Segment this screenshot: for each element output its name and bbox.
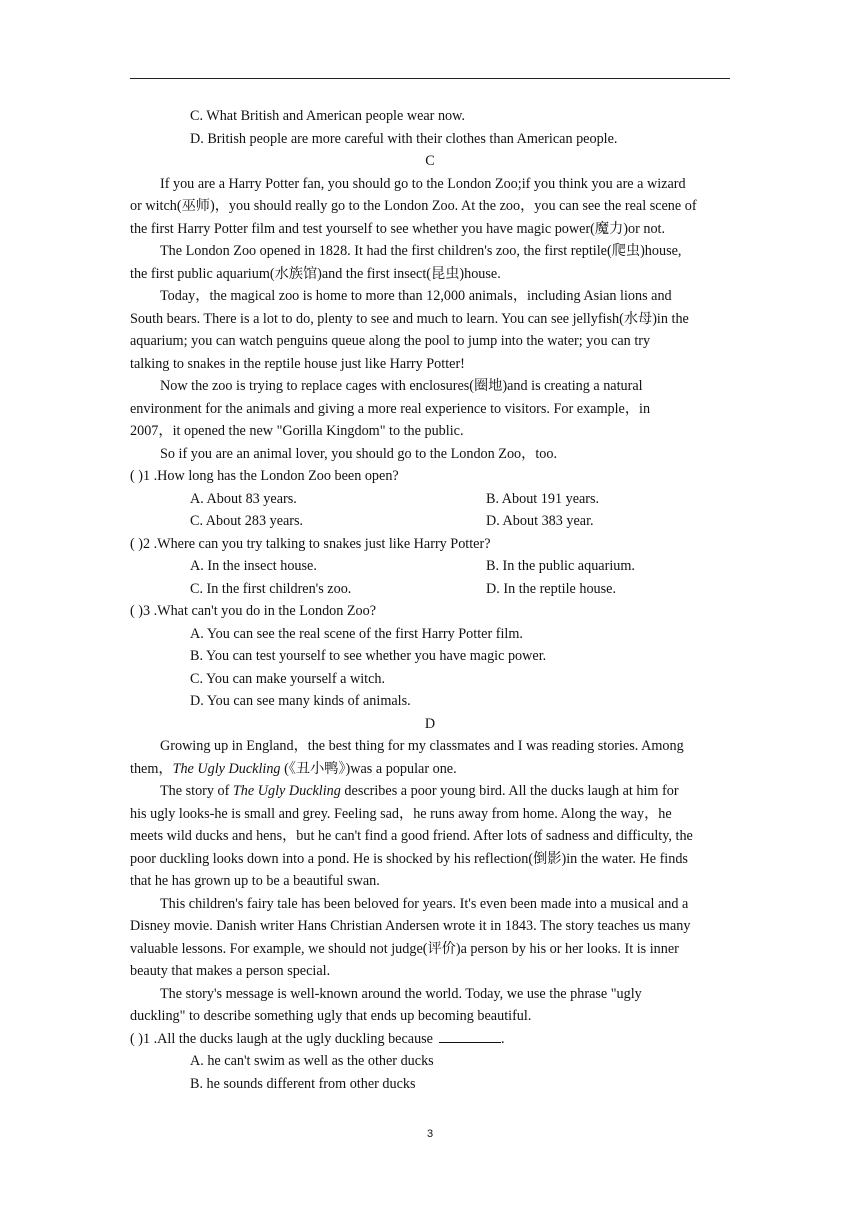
question-stem: ( )3 .What can't you do in the London Zoo? (130, 603, 377, 619)
answer-option: A. You can see the real scene of the first Harry Potter film. (190, 626, 523, 642)
answer-option: C. In the first children's zoo. (190, 581, 352, 597)
passage-line: Growing up in England，the best thing for my classmates and I was reading stories. Among (160, 738, 684, 754)
passage-line: that he has grown up to be a beautiful swan. (130, 873, 380, 889)
passage-text: them， (130, 761, 173, 777)
answer-option: A. About 83 years. (190, 491, 297, 507)
passage-line: So if you are an animal lover, you should go to the London Zoo，too. (160, 446, 558, 462)
answer-option: C. You can make yourself a witch. (190, 671, 386, 687)
answer-option: D. About 383 year. (486, 513, 594, 529)
book-title: The Ugly Duckling (172, 761, 281, 777)
passage-text: (《丑小鸭》)was a popular one. (280, 761, 457, 777)
passage-line: valuable lessons. For example, we should not judge(评价)a person by his or her looks. It is inner (130, 941, 679, 957)
passage-line: If you are a Harry Potter fan, you should go to the London Zoo;if you think you are a wizard (160, 176, 686, 192)
answer-option: B. he sounds different from other ducks (190, 1076, 416, 1092)
passage-line: his ugly looks-he is small and grey. Feeling sad，he runs away from home. Along the way，he (130, 806, 672, 822)
question-stem: ( )2 .Where can you try talking to snakes just like Harry Potter? (130, 536, 491, 552)
passage-line: Now the zoo is trying to replace cages with enclosures(圈地)and is creating a natural (160, 378, 643, 394)
book-title: The Ugly Duckling (232, 783, 341, 799)
passage-line: This children's fairy tale has been beloved for years. It's even been made into a musical and a (160, 896, 689, 912)
answer-option: B. About 191 years. (486, 491, 600, 507)
answer-option: B. You can test yourself to see whether you have magic power. (190, 648, 547, 664)
passage-line: poor duckling looks down into a pond. He is shocked by his reflection(倒影)in the water. He finds (130, 851, 688, 867)
passage-text: describes a poor young bird. All the ducks laugh at him for (340, 783, 679, 799)
passage-text: The story of (160, 783, 233, 799)
passage-line (130, 759, 730, 779)
passage-line: aquarium; you can watch penguins queue along the pool to jump into the water; you can try (130, 333, 651, 349)
passage-line: The London Zoo opened in 1828. It had the first children's zoo, the first reptile(爬虫)house, (160, 243, 682, 259)
passage-line: Disney movie. Danish writer Hans Christian Andersen wrote it in 1843. The story teaches us many (130, 918, 691, 934)
passage-line: environment for the animals and giving a more real experience to visitors. For example，in (130, 401, 651, 417)
section-heading-c: C (425, 153, 435, 169)
option-d: D. British people are more careful with their clothes than American people. (190, 131, 618, 147)
answer-option: D. In the reptile house. (486, 581, 617, 597)
question-stem (130, 1029, 730, 1049)
answer-option: C. About 283 years. (190, 513, 304, 529)
passage-line (130, 781, 760, 801)
page-number: 3 (426, 1128, 434, 1140)
passage-line: the first Harry Potter film and test yourself to see whether you have magic power(魔力)or not. (130, 221, 666, 237)
option-c: C. What British and American people wear now. (190, 108, 466, 124)
answer-option: B. In the public aquarium. (486, 558, 635, 574)
passage-line: the first public aquarium(水族馆)and the first insect(昆虫)house. (130, 266, 501, 282)
passage-line: talking to snakes in the reptile house just like Harry Potter! (130, 356, 465, 372)
passage-line: The story's message is well-known around the world. Today, we use the phrase "ugly (160, 986, 642, 1002)
header-rule (130, 78, 730, 79)
section-heading-d: D (424, 716, 436, 732)
answer-option: D. You can see many kinds of animals. (190, 693, 411, 709)
passage-line: duckling" to describe something ugly that ends up becoming beautiful. (130, 1008, 532, 1024)
answer-blank (439, 1030, 501, 1043)
question-end: . (500, 1031, 505, 1047)
question-text: ( )1 .All the ducks laugh at the ugly duckling because (130, 1031, 433, 1047)
answer-option: A. he can't swim as well as the other ducks (190, 1053, 434, 1069)
passage-line: or witch(巫师)，you should really go to the London Zoo. At the zoo，you can see the real scene of (130, 198, 697, 214)
question-stem: ( )1 .How long has the London Zoo been open? (130, 468, 399, 484)
passage-line: beauty that makes a person special. (130, 963, 331, 979)
passage-line: meets wild ducks and hens，but he can't find a good friend. After lots of sadness and difficulty, the (130, 828, 693, 844)
passage-line: South bears. There is a lot to do, plenty to see and much to learn. You can see jellyfish(水母)in the (130, 311, 689, 327)
passage-line: Today，the magical zoo is home to more than 12,000 animals，including Asian lions and (160, 288, 672, 304)
passage-line: 2007，it opened the new "Gorilla Kingdom" to the public. (130, 423, 464, 439)
answer-option: A. In the insect house. (190, 558, 317, 574)
